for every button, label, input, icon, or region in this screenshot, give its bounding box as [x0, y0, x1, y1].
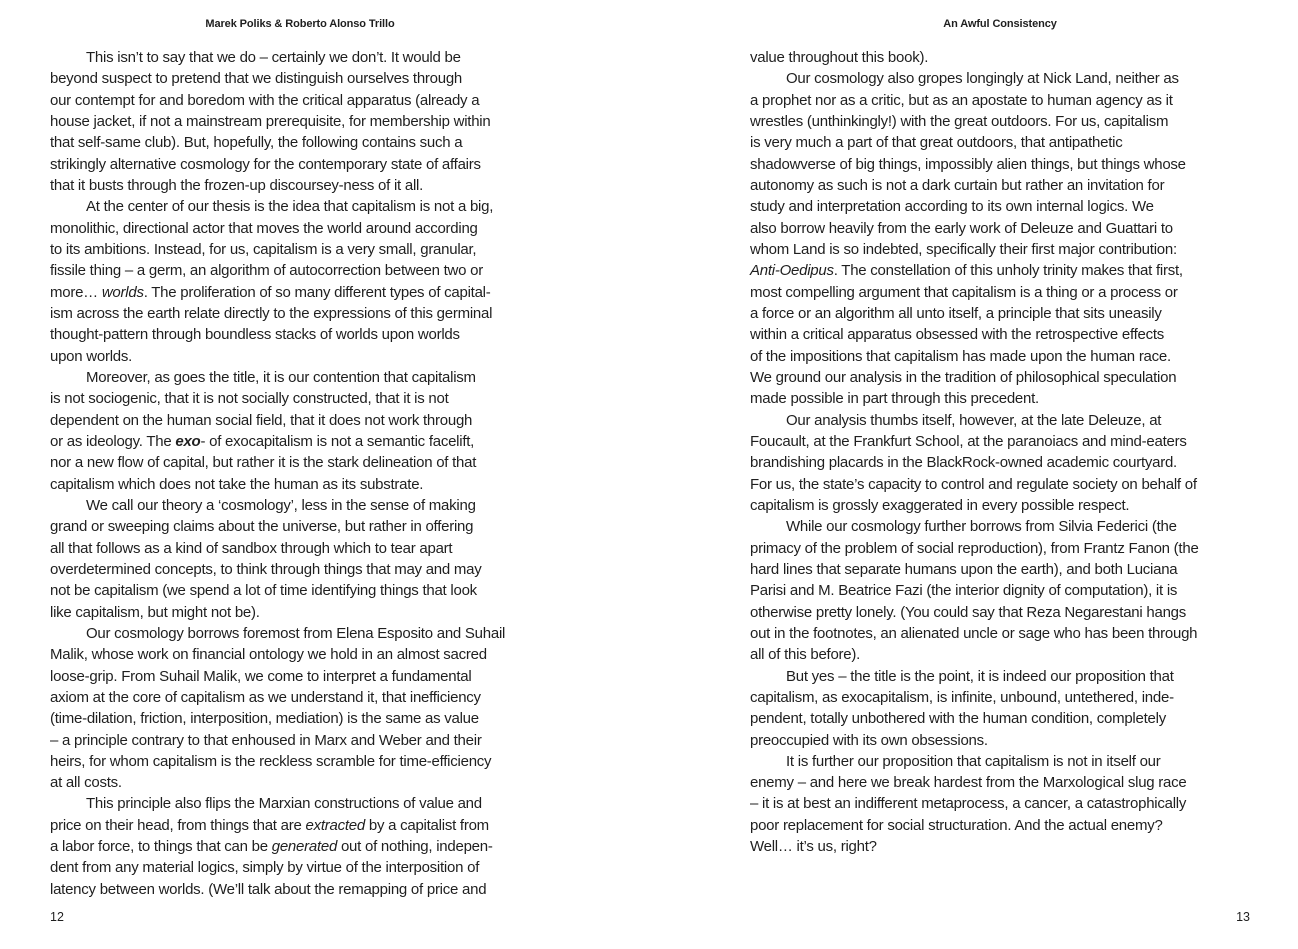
text-line	[50, 516, 560, 537]
text-line	[50, 367, 560, 388]
text-run: or as ideology. The	[50, 432, 176, 450]
text-line	[750, 346, 1260, 367]
right-page-body	[750, 47, 1260, 857]
text-line	[750, 111, 1260, 132]
text-line	[750, 282, 1260, 303]
bold-italic-text-run: exo	[175, 432, 201, 450]
text-run: pendent, totally unbothered with the human condition, completely	[750, 710, 1166, 728]
text-line	[50, 346, 560, 367]
text-line	[750, 495, 1260, 516]
text-line	[750, 559, 1260, 580]
text-line	[50, 495, 560, 516]
text-run: by a capitalist from	[364, 816, 489, 834]
text-line	[50, 260, 560, 281]
text-run: upon worlds.	[50, 347, 133, 365]
text-run: made possible in part through this precedent.	[750, 390, 1039, 408]
text-line	[50, 452, 560, 473]
text-line	[50, 602, 560, 623]
text-line	[750, 367, 1260, 388]
text-line	[50, 175, 560, 196]
text-line	[50, 857, 560, 878]
text-line	[750, 580, 1260, 601]
text-line	[50, 132, 560, 153]
text-run: – a principle contrary to that enhoused in Marx and Weber and their	[50, 731, 482, 749]
text-run: This principle also flips the Marxian constructions of value and	[86, 795, 482, 813]
text-line	[750, 260, 1260, 281]
text-run: This isn’t to say that we do – certainly we don’t. It would be	[86, 49, 461, 66]
text-run: It is further our proposition that capitalism is not in itself our	[786, 752, 1161, 770]
text-line	[50, 623, 560, 644]
text-run: to its ambitions. Instead, for us, capitalism is a very small, granular,	[50, 240, 477, 258]
text-line	[750, 793, 1260, 814]
text-line	[50, 239, 560, 260]
text-run: axiom at the core of capitalism as we understand it, that inefficiency	[50, 688, 481, 706]
text-run: of the impositions that capitalism has made upon the human race.	[750, 347, 1171, 365]
text-run: For us, the state’s capacity to control and regulate society on behalf of	[750, 475, 1197, 493]
text-run: house jacket, if not a mainstream prerequisite, for membership within	[50, 112, 491, 130]
text-run: - of exocapitalism is not a semantic facelift,	[200, 432, 475, 450]
text-run: also borrow heavily from the early work of Deleuze and Guattari to	[750, 219, 1173, 237]
italic-text-run: Anti-Oedipus	[750, 262, 834, 280]
text-line	[50, 196, 560, 217]
text-run: . The constellation of this unholy trinity makes that first,	[833, 262, 1183, 280]
text-run: is very much a part of that great outdoors, that antipathetic	[750, 134, 1123, 152]
text-line	[50, 687, 560, 708]
text-run: poor replacement for social structuration. And the actual enemy?	[750, 816, 1163, 834]
text-line	[50, 644, 560, 665]
text-run: that self-same club). But, hopefully, the following contains such a	[50, 134, 463, 152]
text-line	[750, 154, 1260, 175]
text-run: preoccupied with its own obsessions.	[750, 731, 988, 749]
italic-text-run: generated	[271, 838, 338, 856]
text-line	[750, 324, 1260, 345]
text-run: nor a new flow of capital, but rather it is the stark delineation of that	[50, 454, 477, 472]
text-run: enemy – and here we break hardest from the Marxological slug race	[750, 774, 1187, 792]
text-run: While our cosmology further borrows from Silvia Federici (the	[786, 518, 1177, 536]
text-run: Malik, whose work on financial ontology we hold in an almost sacred	[50, 646, 487, 664]
text-run: value throughout this book).	[750, 49, 929, 66]
text-run: (time-dilation, friction, interposition, mediation) is the same as value	[50, 710, 479, 728]
text-run: wrestles (unthinkingly!) with the great outdoors. For us, capitalism	[750, 112, 1169, 130]
text-line	[50, 303, 560, 324]
text-line	[750, 303, 1260, 324]
text-run: capitalism which does not take the human as its substrate.	[50, 475, 424, 493]
italic-text-run: worlds	[101, 283, 144, 301]
text-line	[750, 196, 1260, 217]
right-page-running-header: An Awful Consistency	[943, 18, 1057, 30]
text-line	[50, 559, 560, 580]
text-line	[50, 666, 560, 687]
text-line	[750, 538, 1260, 559]
text-line	[750, 388, 1260, 409]
text-line	[50, 793, 560, 814]
text-line	[50, 431, 560, 452]
text-run: grand or sweeping claims about the universe, but rather in offering	[50, 518, 474, 536]
text-line	[750, 772, 1260, 793]
text-run: more…	[50, 283, 102, 301]
left-page-number: 12	[50, 910, 64, 924]
text-run: capitalism, as exocapitalism, is infinite, unbound, untethered, inde-	[750, 688, 1174, 706]
text-run: out in the footnotes, an alienated uncle or sage who has been through	[750, 624, 1198, 642]
text-line	[50, 68, 560, 89]
text-run: Our cosmology borrows foremost from Elena Esposito and Suhail	[86, 624, 506, 642]
text-run: But yes – the title is the point, it is indeed our proposition that	[786, 667, 1174, 685]
text-run: not be capitalism (we spend a lot of time identifying things that look	[50, 582, 477, 600]
italic-text-run: extracted	[305, 816, 365, 834]
text-run: our contempt for and boredom with the critical apparatus (already a	[50, 91, 480, 109]
right-page-number: 13	[1236, 910, 1250, 924]
text-line	[750, 239, 1260, 260]
text-run: overdetermined concepts, to think through things that may and may	[50, 560, 482, 578]
text-run: hard lines that separate humans upon the earth), and both Luciana	[750, 560, 1178, 578]
text-run: Our analysis thumbs itself, however, at the late Deleuze, at	[786, 411, 1162, 429]
text-line	[750, 666, 1260, 687]
text-run: Well… it’s us, right?	[750, 838, 877, 856]
text-run: latency between worlds. (We’ll talk about the remapping of price and	[50, 880, 487, 898]
text-line	[50, 708, 560, 729]
text-line	[50, 282, 560, 303]
text-run: ism across the earth relate directly to the expressions of this germinal	[50, 304, 493, 322]
text-line	[750, 644, 1260, 665]
text-run: study and interpretation according to its own internal logics. We	[750, 198, 1154, 216]
text-line	[750, 175, 1260, 196]
text-line	[750, 410, 1260, 431]
text-line	[50, 751, 560, 772]
text-run: primacy of the problem of social reproduction), from Frantz Fanon (the	[750, 539, 1199, 557]
text-run: a prophet nor as a critic, but as an apostate to human agency as it	[750, 91, 1173, 109]
text-line	[50, 815, 560, 836]
text-line	[750, 47, 1260, 68]
text-run: We ground our analysis in the tradition of philosophical speculation	[750, 368, 1177, 386]
text-run: monolithic, directional actor that moves the world around according	[50, 219, 478, 237]
text-line	[750, 708, 1260, 729]
left-page-running-header: Marek Poliks & Roberto Alonso Trillo	[205, 18, 395, 30]
text-line	[750, 730, 1260, 751]
text-line	[50, 111, 560, 132]
text-run: a force or an algorithm all unto itself, a principle that sits uneasily	[750, 304, 1162, 322]
text-line	[750, 68, 1260, 89]
text-run: within a critical apparatus obsessed with the retrospective effects	[750, 326, 1165, 344]
text-run: brandishing placards in the BlackRock-owned academic courtyard.	[750, 454, 1177, 472]
text-line	[50, 879, 560, 900]
text-run: beyond suspect to pretend that we distinguish ourselves through	[50, 70, 463, 88]
text-line	[750, 623, 1260, 644]
text-run: whom Land is so indebted, specifically their first major contribution:	[750, 240, 1177, 258]
text-line	[50, 410, 560, 431]
text-line	[750, 516, 1260, 537]
text-line	[750, 132, 1260, 153]
text-run: capitalism is grossly exaggerated in every possible respect.	[750, 496, 1130, 514]
text-line	[50, 154, 560, 175]
text-run: like capitalism, but might not be).	[50, 603, 260, 621]
text-line	[50, 324, 560, 345]
text-line	[50, 218, 560, 239]
text-run: Parisi and M. Beatrice Fazi (the interior dignity of computation), it is	[750, 582, 1178, 600]
text-line	[750, 602, 1260, 623]
text-run: loose-grip. From Suhail Malik, we come to interpret a fundamental	[50, 667, 472, 685]
left-page-body	[50, 47, 560, 900]
text-line	[50, 90, 560, 111]
text-line	[750, 687, 1260, 708]
text-run: a labor force, to things that can be	[50, 838, 272, 856]
text-run: all that follows as a kind of sandbox through which to tear apart	[50, 539, 453, 557]
text-run: strikingly alternative cosmology for the contemporary state of affairs	[50, 155, 481, 173]
text-run: dent from any material logics, simply by virtue of the interposition of	[50, 859, 480, 877]
text-run: heirs, for whom capitalism is the reckless scramble for time-efficiency	[50, 752, 492, 770]
text-line	[50, 538, 560, 559]
text-run: that it busts through the frozen-up discoursey-ness of it all.	[50, 176, 424, 194]
text-run: all of this before).	[750, 646, 861, 664]
text-line	[50, 836, 560, 857]
text-run: autonomy as such is not a dark curtain but rather an invitation for	[750, 176, 1165, 194]
text-line	[50, 730, 560, 751]
text-line	[750, 90, 1260, 111]
text-run: most compelling argument that capitalism is a thing or a process or	[750, 283, 1178, 301]
text-run: . The proliferation of so many different types of capital-	[143, 283, 491, 301]
text-run: Foucault, at the Frankfurt School, at the paranoiacs and mind-eaters	[750, 432, 1187, 450]
text-line	[750, 431, 1260, 452]
text-line	[750, 218, 1260, 239]
text-line	[50, 772, 560, 793]
text-run: out of nothing, indepen-	[337, 838, 493, 856]
text-run: at all costs.	[50, 774, 122, 792]
text-line	[750, 836, 1260, 857]
text-line	[750, 815, 1260, 836]
text-run: – it is at best an indifferent metaprocess, a cancer, a catastrophically	[750, 795, 1187, 813]
text-run: Moreover, as goes the title, it is our contention that capitalism	[86, 368, 476, 386]
text-line	[750, 474, 1260, 495]
text-run: thought-pattern through boundless stacks of worlds upon worlds	[50, 326, 460, 344]
text-run: otherwise pretty lonely. (You could say that Reza Negarestani hangs	[750, 603, 1187, 621]
text-line	[50, 388, 560, 409]
text-line	[50, 474, 560, 495]
text-run: shadowverse of big things, impossibly alien things, but things whose	[750, 155, 1186, 173]
text-line	[50, 47, 560, 68]
text-line	[750, 751, 1260, 772]
text-run: We call our theory a ‘cosmology’, less in the sense of making	[86, 496, 476, 514]
text-line	[50, 580, 560, 601]
text-line	[750, 452, 1260, 473]
text-run: At the center of our thesis is the idea that capitalism is not a big,	[86, 198, 494, 216]
text-run: fissile thing – a germ, an algorithm of autocorrection between two or	[50, 262, 483, 280]
text-run: price on their head, from things that are	[50, 816, 306, 834]
text-run: Our cosmology also gropes longingly at Nick Land, neither as	[786, 70, 1179, 88]
text-run: is not sociogenic, that it is not socially constructed, that it is not	[50, 390, 449, 408]
text-run: dependent on the human social field, that it does not work through	[50, 411, 473, 429]
